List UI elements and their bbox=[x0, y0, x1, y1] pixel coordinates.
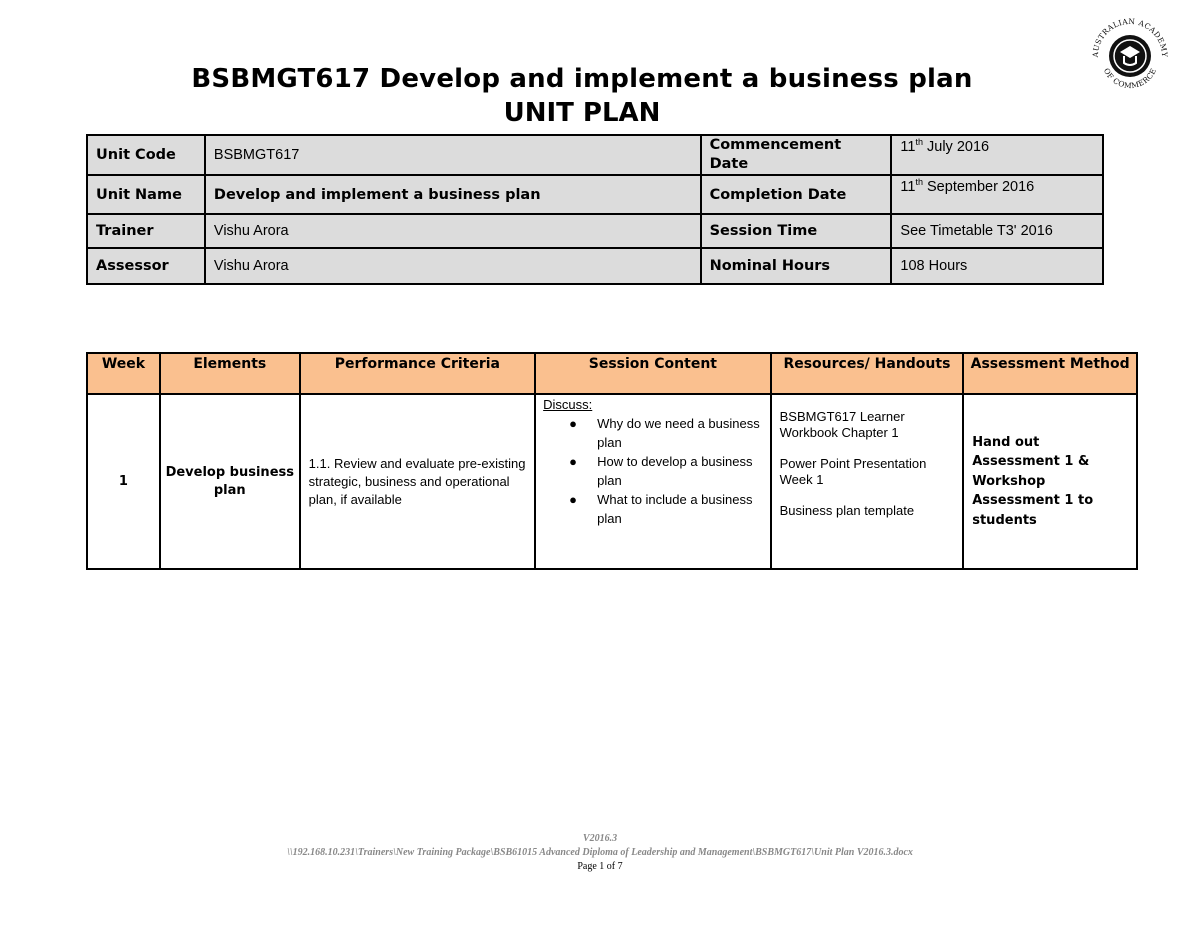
completion-value bbox=[891, 175, 1103, 214]
header-resources: Resources/ Handouts bbox=[771, 353, 964, 394]
resource-item: BSBMGT617 Learner Workbook Chapter 1 bbox=[779, 409, 905, 440]
discuss-label: Discuss: bbox=[543, 397, 593, 412]
footer-path: \\192.168.10.231\Trainers\New Training Package\BSB61015 Advanced Diploma of Leadership and Management\BSBMGT617\Unit Plan V2016.3.docx bbox=[287, 847, 913, 858]
footer-version: V2016.3 bbox=[582, 833, 618, 844]
header-session-content: Session Content bbox=[535, 353, 771, 394]
info-row bbox=[87, 175, 1103, 214]
session-content-cell bbox=[535, 394, 771, 569]
list-item bbox=[569, 452, 764, 490]
bullet-icon: ● bbox=[569, 454, 577, 469]
commencement-day: 11 bbox=[900, 138, 916, 155]
header-elements: Elements bbox=[160, 353, 300, 394]
unit-name-label: Unit Name bbox=[87, 175, 205, 214]
bullet-icon: ● bbox=[569, 416, 577, 431]
nominal-hours-value: 108 Hours bbox=[891, 248, 1103, 284]
document-subtitle: UNIT PLAN bbox=[503, 98, 661, 128]
plan-header-row bbox=[87, 353, 1137, 394]
list-item bbox=[569, 490, 764, 528]
resource-item: Power Point Presentation Week 1 bbox=[779, 456, 927, 487]
element-cell: Develop business plan bbox=[160, 394, 300, 569]
list-item-text: What to include a business plan bbox=[597, 492, 753, 526]
list-item-text: How to develop a business plan bbox=[597, 454, 753, 488]
unit-name-value: Develop and implement a business plan bbox=[205, 175, 701, 214]
svg-text:AUSTRALIAN ACADEMY: AUSTRALIAN ACADEMY bbox=[1090, 16, 1170, 58]
unit-code-label: Unit Code bbox=[87, 135, 205, 175]
unit-code-value: BSBMGT617 bbox=[205, 135, 701, 175]
nominal-hours-label: Nominal Hours bbox=[701, 248, 892, 284]
list-item bbox=[569, 414, 764, 452]
unit-info-table bbox=[86, 134, 1104, 285]
criteria-cell: 1.1. Review and evaluate pre-existing strategic, business and operational plan, if available bbox=[300, 394, 535, 569]
commencement-label: Commencement Date bbox=[701, 135, 892, 175]
bullet-icon: ● bbox=[569, 492, 577, 507]
discussion-list bbox=[542, 414, 764, 528]
resource-item: Business plan template bbox=[779, 503, 915, 518]
header-assessment-method: Assessment Method bbox=[963, 353, 1137, 394]
header-performance-criteria: Performance Criteria bbox=[300, 353, 535, 394]
unit-plan-table bbox=[86, 352, 1138, 570]
commencement-rest: July 2016 bbox=[922, 138, 990, 155]
trainer-value: Vishu Arora bbox=[205, 214, 701, 248]
svg-text:OF COMMERCE: OF COMMERCE bbox=[1101, 66, 1159, 91]
assessment-cell: Hand out Assessment 1 & Workshop Assessment 1 to students bbox=[963, 394, 1137, 569]
document-title: BSBMGT617 Develop and implement a business plan bbox=[191, 64, 973, 94]
completion-day: 11 bbox=[900, 178, 916, 195]
assessor-value: Vishu Arora bbox=[205, 248, 701, 284]
header-week: Week bbox=[87, 353, 160, 394]
commencement-sup: th bbox=[915, 137, 923, 147]
completion-rest: September 2016 bbox=[922, 178, 1035, 195]
info-row bbox=[87, 248, 1103, 284]
session-time-label: Session Time bbox=[701, 214, 892, 248]
completion-sup: th bbox=[915, 177, 923, 187]
session-time-value: See Timetable T3' 2016 bbox=[891, 214, 1103, 248]
trainer-label: Trainer bbox=[87, 214, 205, 248]
week-number: 1 bbox=[87, 394, 160, 569]
footer-page-number: Page 1 of 7 bbox=[577, 861, 623, 872]
completion-label: Completion Date bbox=[701, 175, 892, 214]
list-item-text: Why do we need a business plan bbox=[597, 416, 760, 450]
resources-cell bbox=[771, 394, 964, 569]
commencement-value bbox=[891, 135, 1103, 175]
assessor-label: Assessor bbox=[87, 248, 205, 284]
info-row bbox=[87, 214, 1103, 248]
table-row bbox=[87, 394, 1137, 569]
info-row bbox=[87, 135, 1103, 175]
